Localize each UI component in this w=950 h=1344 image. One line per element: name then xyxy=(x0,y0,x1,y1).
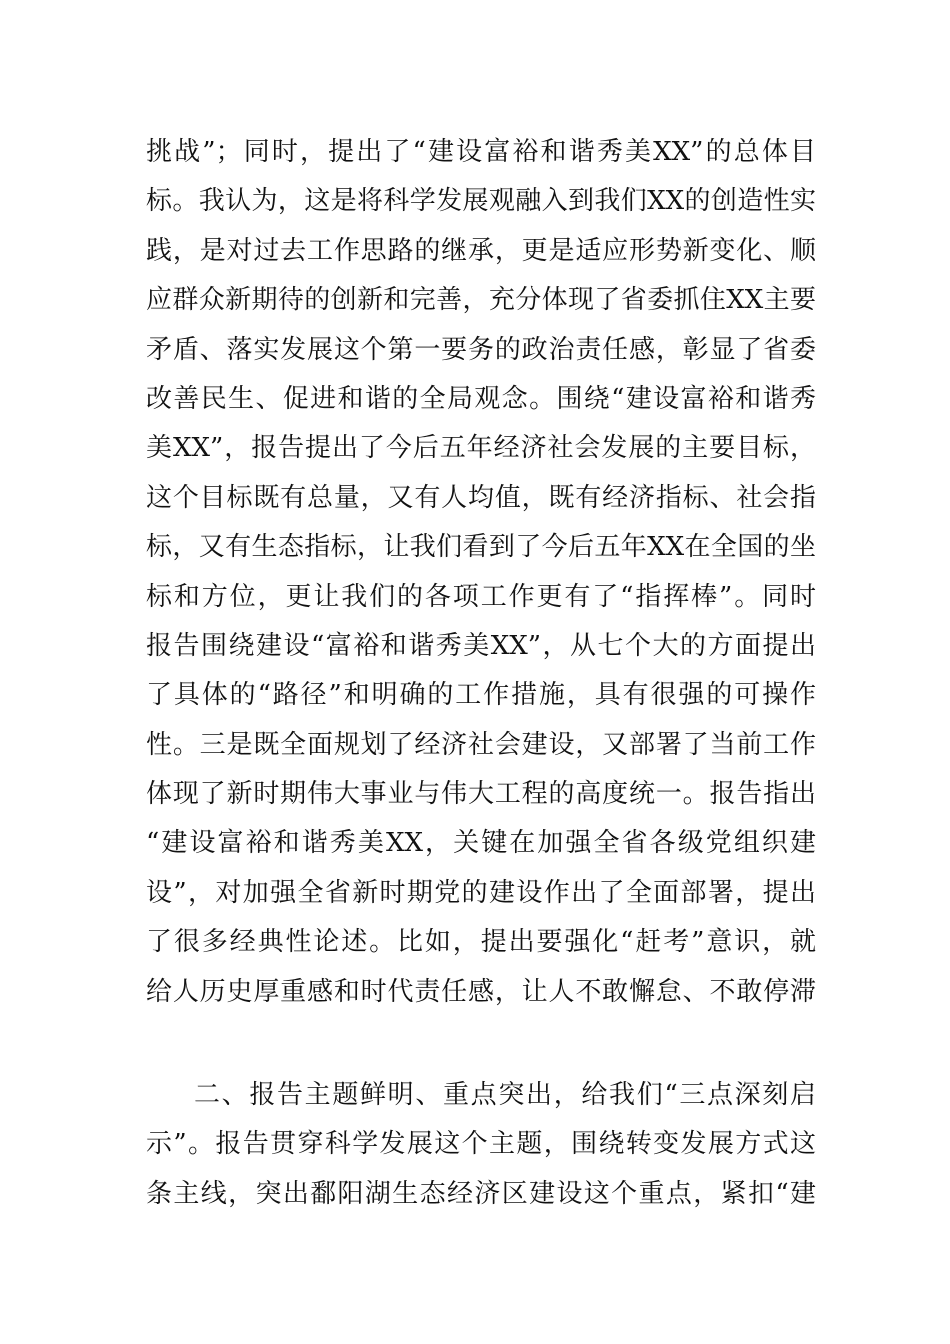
paragraph-line: 了很多经典性论述。比如，提出要强化“赶考”意识，就 xyxy=(146,927,816,958)
paragraph-line: 美XX”，报告提出了今后五年经济社会发展的主要目标， xyxy=(146,433,816,464)
paragraph-line: 示”。报告贯穿科学发展这个主题，围绕转变发展方式这 xyxy=(146,1129,816,1160)
paragraph-line: 这个目标既有总量，又有人均值，既有经济指标、社会指 xyxy=(146,482,816,513)
paragraph-line: 报告围绕建设“富裕和谐秀美XX”，从七个大的方面提出 xyxy=(146,630,816,661)
paragraph-line: 践，是对过去工作思路的继承，更是适应形势新变化、顺 xyxy=(146,235,816,266)
paragraph-line: 给人历史厚重感和时代责任感，让人不敢懈怠、不敢停滞 xyxy=(146,976,816,1007)
paragraph-line: 矛盾、落实发展这个第一要务的政治责任感，彰显了省委 xyxy=(146,334,816,365)
paragraph-line: 性。三是既全面规划了经济社会建设，又部署了当前工作 xyxy=(146,729,816,760)
paragraph-line: 标，又有生态指标，让我们看到了今后五年XX在全国的坐 xyxy=(146,532,816,563)
paragraph-line: 挑战”；同时，提出了“建设富裕和谐秀美XX”的总体目 xyxy=(146,137,816,167)
paragraph-line: 设”，对加强全省新时期党的建设作出了全面部署，提出 xyxy=(146,877,816,908)
paragraph-line: 应群众新期待的创新和完善，充分体现了省委抓住XX主要 xyxy=(146,285,816,316)
paragraph-line: 标和方位，更让我们的各项工作更有了“指挥棒”。同时 xyxy=(146,581,816,612)
paragraph-line: 了具体的“路径”和明确的工作措施，具有很强的可操作 xyxy=(146,680,816,711)
paragraph-1 xyxy=(146,128,816,1017)
paragraph-line: 体现了新时期伟大事业与伟大工程的高度统一。报告指出 xyxy=(146,779,816,810)
paragraph-2 xyxy=(146,1071,816,1219)
paragraph-line: 标。我认为，这是将科学发展观融入到我们XX的创造性实 xyxy=(146,186,816,217)
paragraph-line: 二、报告主题鲜明、重点突出，给我们“三点深刻启 xyxy=(194,1080,816,1110)
paragraph-line: 条主线，突出鄱阳湖生态经济区建设这个重点，紧扣“建 xyxy=(146,1178,816,1209)
paragraph-line: “建设富裕和谐秀美XX，关键在加强全省各级党组织建 xyxy=(146,828,816,859)
paragraph-line: 改善民生、促进和谐的全局观念。围绕“建设富裕和谐秀 xyxy=(146,383,816,414)
